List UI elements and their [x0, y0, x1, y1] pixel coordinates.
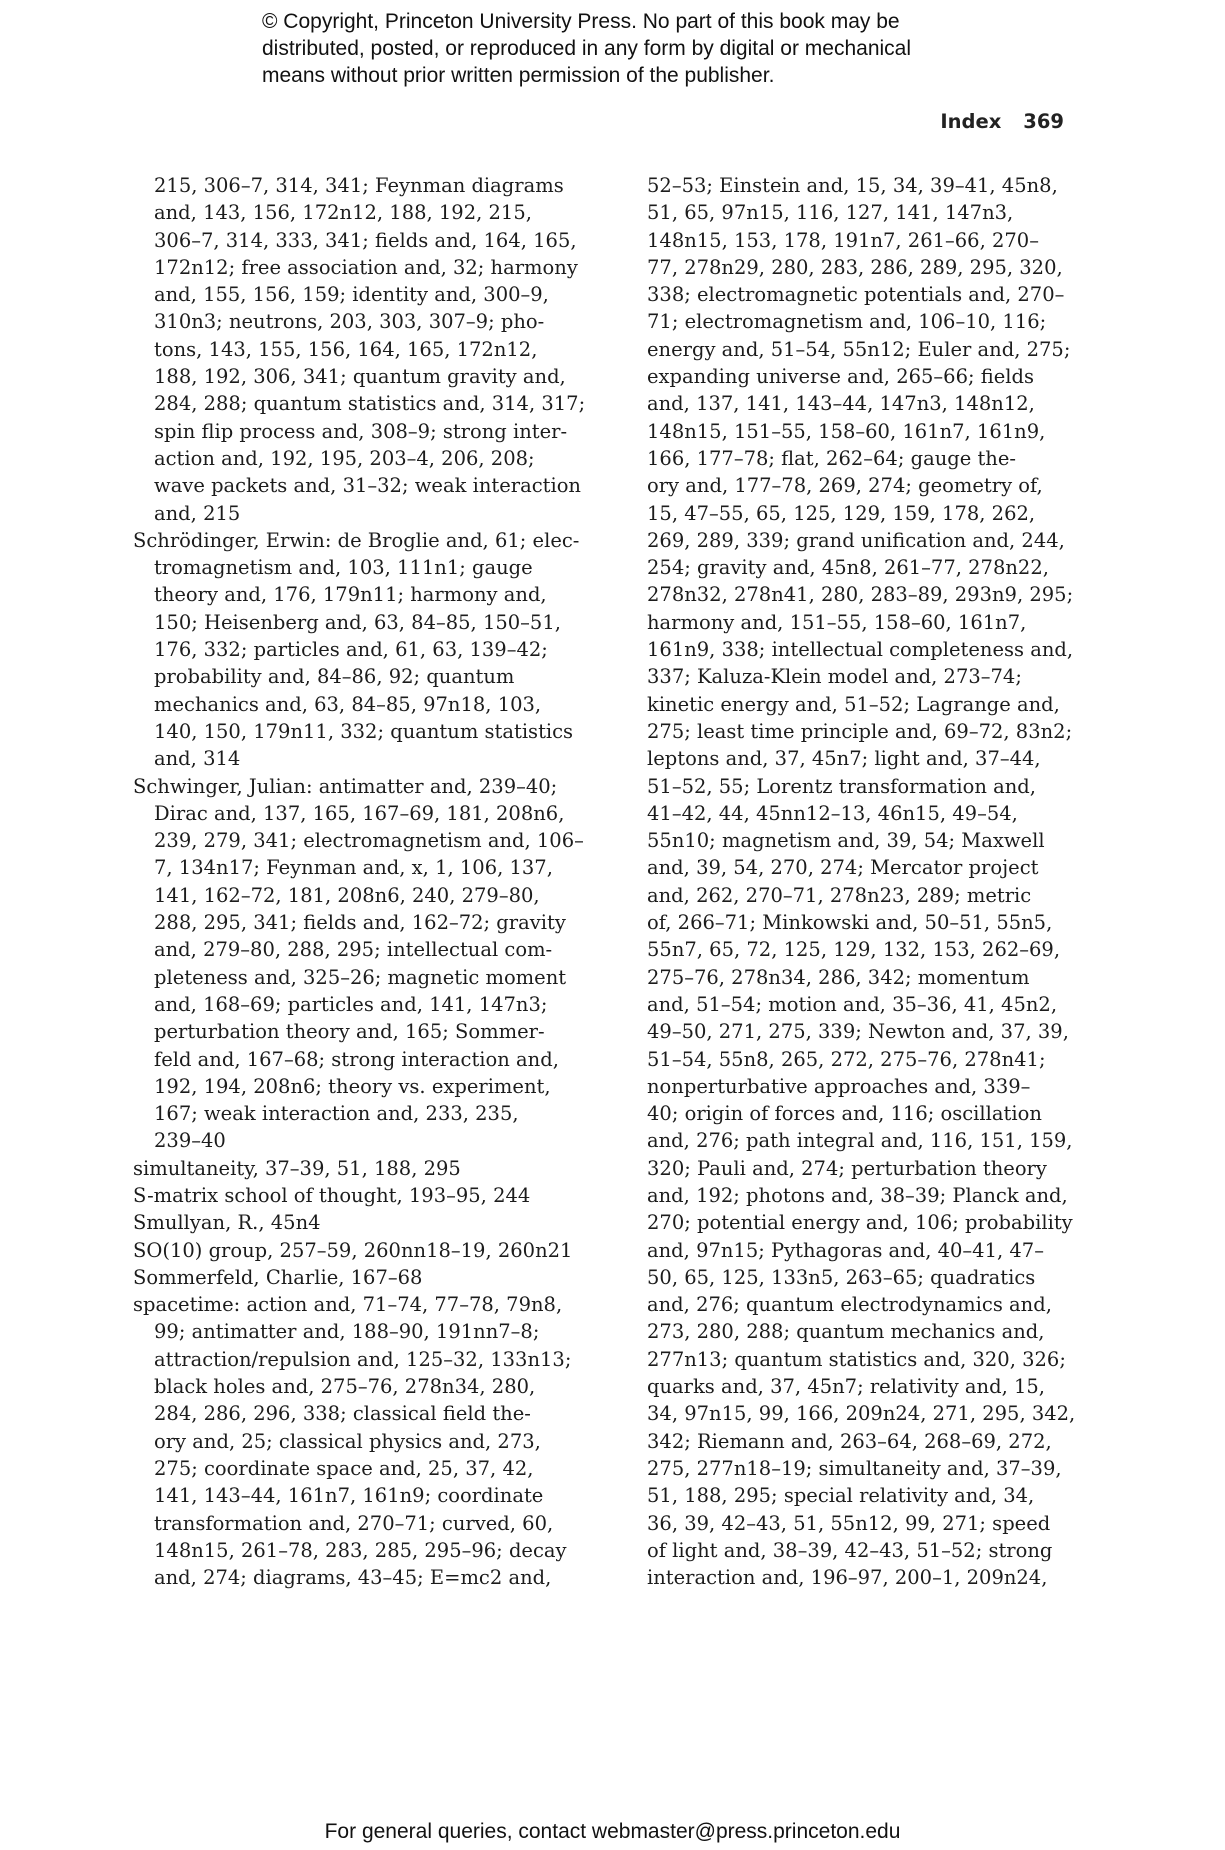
- index-column-right: [647, 172, 1087, 1591]
- index-line: 254; gravity and, 45n8, 261–77, 278n22,: [647, 556, 1049, 580]
- index-line: 71; electromagnetism and, 106–10, 116;: [647, 310, 1047, 334]
- index-line: 140, 150, 179n11, 332; quantum statistics: [154, 719, 574, 743]
- index-line: 51, 65, 97n15, 116, 127, 141, 147n3,: [647, 201, 1014, 225]
- index-line: 337; Kaluza-Klein model and, 273–74;: [647, 665, 1022, 689]
- index-line: 277n13; quantum statistics and, 320, 326;: [647, 1347, 1066, 1371]
- index-line: 166, 177–78; flat, 262–64; gauge the-: [647, 446, 1016, 470]
- index-line: 188, 192, 306, 341; quantum gravity and,: [154, 365, 566, 389]
- running-head: [940, 110, 1064, 133]
- index-line: 51, 188, 295; special relativity and, 34,: [647, 1484, 1035, 1508]
- index-line: 288, 295, 341; fields and, 162–72; gravity: [154, 911, 566, 935]
- index-line: and, 192; photons and, 38–39; Planck and,: [647, 1183, 1068, 1207]
- index-line: ory and, 25; classical physics and, 273,: [154, 1429, 541, 1453]
- index-line: SO(10) group, 257–59, 260nn18–19, 260n21: [133, 1238, 573, 1262]
- copyright-line: © Copyright, Princeton University Press. No part of this book may be: [262, 10, 900, 33]
- index-line: 215, 306–7, 314, 341; Feynman diagrams: [154, 174, 564, 197]
- index-line: leptons and, 37, 45n7; light and, 37–44,: [647, 747, 1041, 771]
- index-line: Schrödinger, Erwin: de Broglie and, 61; elec-: [133, 528, 580, 552]
- copyright-notice: [262, 8, 962, 89]
- copyright-line: means without prior written permission of the publisher.: [262, 64, 775, 87]
- index-line: 284, 288; quantum statistics and, 314, 317;: [154, 392, 586, 416]
- index-line: 7, 134n17; Feynman and, x, 1, 106, 137,: [154, 856, 553, 880]
- index-line: Sommerfeld, Charlie, 167–68: [133, 1265, 423, 1289]
- index-line: interaction and, 196–97, 200–1, 209n24,: [647, 1566, 1048, 1590]
- index-line: expanding universe and, 265–66; fields: [647, 365, 1035, 389]
- index-line: 15, 47–55, 65, 125, 129, 159, 178, 262,: [647, 501, 1036, 525]
- footer-contact: For general queries, contact webmaster@press.princeton.edu: [324, 1820, 901, 1843]
- index-line: spacetime: action and, 71–74, 77–78, 79n8,: [133, 1293, 563, 1317]
- section-title: Index: [940, 110, 1002, 133]
- index-line: 141, 162–72, 181, 208n6, 240, 279–80,: [154, 883, 540, 907]
- index-line: 192, 194, 208n6; theory vs. experiment,: [154, 1074, 551, 1098]
- index-line: 275; least time principle and, 69–72, 83n2;: [647, 719, 1073, 743]
- index-line: 40; origin of forces and, 116; oscillation: [647, 1102, 1042, 1126]
- index-line: 55n7, 65, 72, 125, 129, 132, 153, 262–69,: [647, 938, 1061, 962]
- index-column-left: [133, 172, 593, 1591]
- index-line: and, 137, 141, 143–44, 147n3, 148n12,: [647, 392, 1035, 416]
- index-line: 273, 280, 288; quantum mechanics and,: [647, 1320, 1045, 1344]
- index-line: 306–7, 314, 333, 341; fields and, 164, 165,: [154, 228, 577, 252]
- index-line: action and, 192, 195, 203–4, 206, 208;: [154, 446, 535, 470]
- index-line: tons, 143, 155, 156, 164, 165, 172n12,: [154, 337, 538, 361]
- index-line: 269, 289, 339; grand unification and, 244,: [647, 528, 1065, 552]
- index-line: 148n15, 261–78, 283, 285, 295–96; decay: [154, 1538, 567, 1562]
- index-line: 275–76, 278n34, 286, 342; momentum: [647, 965, 1030, 989]
- index-line: 50, 65, 125, 133n5, 263–65; quadratics: [647, 1265, 1036, 1289]
- index-line: and, 262, 270–71, 278n23, 289; metric: [647, 883, 1032, 907]
- index-line: and, 215: [154, 501, 241, 525]
- index-line: and, 143, 156, 172n12, 188, 192, 215,: [154, 201, 532, 225]
- index-line: ory and, 177–78, 269, 274; geometry of,: [647, 474, 1043, 498]
- index-line: transformation and, 270–71; curved, 60,: [154, 1511, 554, 1535]
- index-line: mechanics and, 63, 84–85, 97n18, 103,: [154, 692, 542, 716]
- index-line: 270; potential energy and, 106; probability: [647, 1211, 1073, 1235]
- page-number: 369: [1023, 110, 1064, 133]
- index-line: 239–40: [154, 1129, 226, 1153]
- index-line: of, 266–71; Minkowski and, 50–51, 55n5,: [647, 911, 1053, 935]
- index-line: 34, 97n15, 99, 166, 209n24, 271, 295, 342,: [647, 1402, 1076, 1426]
- index-line: wave packets and, 31–32; weak interaction: [154, 474, 581, 498]
- index-line: harmony and, 151–55, 158–60, 161n7,: [647, 610, 1027, 634]
- index-line: and, 155, 156, 159; identity and, 300–9,: [154, 283, 549, 307]
- index-line: 172n12; free association and, 32; harmony: [154, 255, 578, 279]
- index-line: and, 51–54; motion and, 35–36, 41, 45n2,: [647, 992, 1058, 1016]
- index-line: 161n9, 338; intellectual completeness and,: [647, 638, 1074, 662]
- index-line: 275; coordinate space and, 25, 37, 42,: [154, 1456, 534, 1480]
- index-line: 150; Heisenberg and, 63, 84–85, 150–51,: [154, 610, 561, 634]
- index-line: tromagnetism and, 103, 111n1; gauge: [154, 556, 533, 580]
- index-line: 49–50, 271, 275, 339; Newton and, 37, 39,: [647, 1020, 1069, 1044]
- index-line: Dirac and, 137, 165, 167–69, 181, 208n6,: [154, 801, 565, 825]
- index-line: 141, 143–44, 161n7, 161n9; coordinate: [154, 1484, 544, 1508]
- index-line: 41–42, 44, 45nn12–13, 46n15, 49–54,: [647, 801, 1018, 825]
- index-line: 338; electromagnetic potentials and, 270–: [647, 283, 1065, 307]
- index-line: and, 314: [154, 747, 241, 771]
- index-line: simultaneity, 37–39, 51, 188, 295: [133, 1156, 461, 1180]
- index-line: feld and, 167–68; strong interaction and,: [154, 1047, 559, 1071]
- index-line: probability and, 84–86, 92; quantum: [154, 665, 515, 689]
- index-line: 167; weak interaction and, 233, 235,: [154, 1102, 519, 1126]
- index-line: and, 168–69; particles and, 141, 147n3;: [154, 992, 548, 1016]
- index-line: attraction/repulsion and, 125–32, 133n13;: [154, 1347, 572, 1371]
- index-line: energy and, 51–54, 55n12; Euler and, 275;: [647, 337, 1071, 361]
- index-line: 284, 286, 296, 338; classical field the-: [154, 1402, 531, 1426]
- index-line: 342; Riemann and, 263–64, 268–69, 272,: [647, 1429, 1052, 1453]
- copyright-line: distributed, posted, or reproduced in any form by digital or mechanical: [262, 37, 912, 60]
- index-line: 148n15, 151–55, 158–60, 161n7, 161n9,: [647, 419, 1046, 443]
- index-line: kinetic energy and, 51–52; Lagrange and,: [647, 692, 1060, 716]
- index-line: 278n32, 278n41, 280, 283–89, 293n9, 295;: [647, 583, 1074, 607]
- index-line: nonperturbative approaches and, 339–: [647, 1074, 1031, 1098]
- index-line: 148n15, 153, 178, 191n7, 261–66, 270–: [647, 228, 1039, 252]
- index-line: 52–53; Einstein and, 15, 34, 39–41, 45n8,: [647, 174, 1058, 197]
- index-line: and, 276; path integral and, 116, 151, 159,: [647, 1129, 1073, 1153]
- index-line: 51–54, 55n8, 265, 272, 275–76, 278n41;: [647, 1047, 1046, 1071]
- index-line: 275, 277n18–19; simultaneity and, 37–39,: [647, 1456, 1062, 1480]
- index-line: 176, 332; particles and, 61, 63, 139–42;: [154, 638, 548, 662]
- index-line: Schwinger, Julian: antimatter and, 239–40;: [133, 774, 558, 798]
- index-line: 320; Pauli and, 274; perturbation theory: [647, 1156, 1047, 1180]
- index-line: and, 39, 54, 270, 274; Mercator project: [647, 856, 1039, 880]
- index-line: 77, 278n29, 280, 283, 286, 289, 295, 320,: [647, 255, 1063, 279]
- index-line: 51–52, 55; Lorentz transformation and,: [647, 774, 1036, 798]
- index-line: 36, 39, 42–43, 51, 55n12, 99, 271; speed: [647, 1511, 1051, 1535]
- index-line: spin flip process and, 308–9; strong inter-: [154, 419, 568, 443]
- index-line: of light and, 38–39, 42–43, 51–52; strong: [647, 1538, 1053, 1562]
- index-line: theory and, 176, 179n11; harmony and,: [154, 583, 547, 607]
- index-line: and, 279–80, 288, 295; intellectual com-: [154, 938, 553, 962]
- index-line: S-matrix school of thought, 193–95, 244: [133, 1183, 531, 1207]
- index-line: quarks and, 37, 45n7; relativity and, 15,: [647, 1375, 1046, 1399]
- index-line: and, 274; diagrams, 43–45; E=mc2 and,: [154, 1566, 552, 1590]
- index-line: 99; antimatter and, 188–90, 191nn7–8;: [154, 1320, 540, 1344]
- index-line: Smullyan, R., 45n4: [133, 1211, 321, 1235]
- index-line: pleteness and, 325–26; magnetic moment: [154, 965, 567, 989]
- index-line: 310n3; neutrons, 203, 303, 307–9; pho-: [154, 310, 545, 334]
- index-line: 239, 279, 341; electromagnetism and, 106–: [154, 829, 584, 853]
- index-line: and, 97n15; Pythagoras and, 40–41, 47–: [647, 1238, 1044, 1262]
- index-line: black holes and, 275–76, 278n34, 280,: [154, 1375, 536, 1399]
- index-line: 55n10; magnetism and, 39, 54; Maxwell: [647, 829, 1045, 853]
- index-line: and, 276; quantum electrodynamics and,: [647, 1293, 1052, 1317]
- index-line: perturbation theory and, 165; Sommer-: [154, 1020, 545, 1044]
